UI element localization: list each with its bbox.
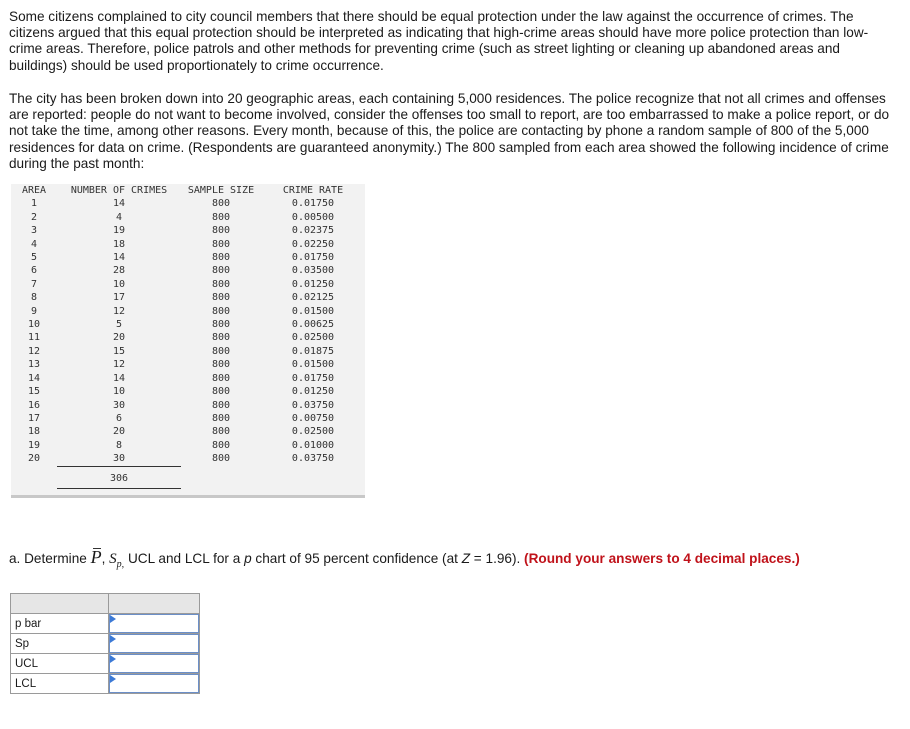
- cell-crime-rate: 0.00625: [291, 319, 335, 331]
- cell-area: 13: [27, 359, 41, 371]
- cell-number-of-crimes: 10: [112, 386, 126, 398]
- sp-input[interactable]: [109, 634, 199, 653]
- answer-label: LCL: [11, 674, 109, 694]
- cell-sample-size: 800: [211, 439, 231, 451]
- cell-crime-rate: 0.01000: [291, 439, 335, 451]
- cell-number-of-crimes: 19: [112, 225, 126, 237]
- answer-label: Sp: [11, 634, 109, 654]
- cell-sample-size: 800: [211, 198, 231, 210]
- cell-area: 2: [30, 211, 38, 223]
- cell-area: 16: [27, 399, 41, 411]
- cell-area: 17: [27, 412, 41, 424]
- sp-letter: S: [109, 551, 117, 567]
- table-row: [11, 264, 365, 277]
- table-row: [11, 331, 365, 344]
- cell-crime-rate: 0.02500: [291, 332, 335, 344]
- p-bar-symbol: P: [90, 547, 102, 567]
- table-row: [11, 372, 365, 385]
- cell-number-of-crimes: 14: [112, 372, 126, 384]
- table-row: [11, 452, 365, 466]
- answer-label: UCL: [11, 654, 109, 674]
- cell-crime-rate: 0.01500: [291, 359, 335, 371]
- cell-sample-size: 800: [211, 265, 231, 277]
- cell-sample-size: 800: [211, 426, 231, 438]
- cell-sample-size: 800: [211, 332, 231, 344]
- answer-label: p bar: [11, 614, 109, 634]
- table-row: [11, 412, 365, 425]
- table-row: [11, 439, 365, 452]
- cell-crime-rate: 0.01750: [291, 198, 335, 210]
- cell-number-of-crimes: 12: [112, 305, 126, 317]
- cell-crime-rate: 0.01875: [291, 345, 335, 357]
- cell-sample-size: 800: [211, 238, 231, 250]
- cell-sample-size: 800: [211, 225, 231, 237]
- cell-area: 11: [27, 332, 41, 344]
- cell-area: 6: [30, 265, 38, 277]
- table-row: [11, 425, 365, 438]
- sp-symbol: [109, 551, 125, 570]
- cell-area: 20: [27, 453, 41, 465]
- cell-area: 7: [30, 278, 38, 290]
- p-bar-input[interactable]: [109, 614, 199, 633]
- answer-header-row: [11, 594, 200, 614]
- cell-number-of-crimes: 14: [112, 198, 126, 210]
- table-row: [11, 224, 365, 237]
- cell-area: 12: [27, 345, 41, 357]
- cell-sample-size: 800: [211, 359, 231, 371]
- table-row: [11, 197, 365, 210]
- cell-number-of-crimes: 8: [115, 439, 123, 451]
- table-row: [11, 278, 365, 291]
- cell-sample-size: 800: [211, 372, 231, 384]
- cell-area: 5: [30, 252, 38, 264]
- table-row: [11, 385, 365, 398]
- cell-area: 1: [30, 198, 38, 210]
- cell-sample-size: 800: [211, 252, 231, 264]
- cell-sample-size: 800: [211, 453, 231, 465]
- cell-area: 3: [30, 225, 38, 237]
- cell-number-of-crimes: 17: [112, 292, 126, 304]
- cell-crime-rate: 0.02125: [291, 292, 335, 304]
- header-sample-size: SAMPLE SIZE: [187, 185, 255, 196]
- cell-area: 8: [30, 292, 38, 304]
- answer-table: [10, 593, 200, 694]
- cell-sample-size: 800: [211, 386, 231, 398]
- cell-area: 15: [27, 386, 41, 398]
- cell-sample-size: 800: [211, 345, 231, 357]
- total-underline: [11, 488, 365, 495]
- cell-area: 10: [27, 319, 41, 331]
- table-row: [11, 399, 365, 412]
- answer-row: [11, 614, 200, 634]
- cell-sample-size: 800: [211, 319, 231, 331]
- cell-number-of-crimes: 4: [115, 211, 123, 223]
- lcl-input[interactable]: [109, 674, 199, 693]
- cell-number-of-crimes: 5: [115, 319, 123, 331]
- cell-crime-rate: 0.01250: [291, 278, 335, 290]
- answer-body: [11, 614, 200, 694]
- table-total-row: [11, 466, 365, 488]
- cell-number-of-crimes: 15: [112, 345, 126, 357]
- table-row: [11, 358, 365, 371]
- table-row: [11, 211, 365, 224]
- question-chart-text: chart of 95 percent confidence (at: [251, 551, 462, 566]
- cell-area: 9: [30, 305, 38, 317]
- cell-crime-rate: 0.02375: [291, 225, 335, 237]
- table-row: [11, 251, 365, 264]
- cell-number-of-crimes: 12: [112, 359, 126, 371]
- answer-row: [11, 674, 200, 694]
- sp-subscript: p,: [116, 559, 125, 570]
- header-crime-rate: CRIME RATE: [282, 185, 344, 196]
- cell-crime-rate: 0.02500: [291, 426, 335, 438]
- cell-area: 18: [27, 426, 41, 438]
- cell-number-of-crimes: 18: [112, 238, 126, 250]
- cell-crime-rate: 0.01750: [291, 252, 335, 264]
- z-variable: Z: [461, 551, 471, 566]
- question-mid: UCL and LCL for a: [124, 551, 245, 566]
- cell-number-of-crimes: 6: [115, 412, 123, 424]
- ucl-input[interactable]: [109, 654, 199, 673]
- table-row: [11, 291, 365, 304]
- cell-sample-size: 800: [211, 211, 231, 223]
- question-prefix: a. Determine: [9, 551, 91, 566]
- cell-crime-rate: 0.00500: [291, 211, 335, 223]
- intro-paragraph: Some citizens complained to city council members that there should be equal protection under the law against the occurrence of crimes. The citizens argued that this equal protection should be interpreted as indicating that high-crime areas should have more police protection than low-crime areas. Therefore, police patrols and other methods for preventing crime (such as street lighting or cleaning up abandoned areas and buildings) should be used proportionately to crime occurrence.: [9, 9, 869, 73]
- table-row: [11, 305, 365, 318]
- cell-sample-size: 800: [211, 399, 231, 411]
- cell-crime-rate: 0.01750: [291, 372, 335, 384]
- context-paragraph: The city has been broken down into 20 geographic areas, each containing 5,000 residences. The police recognize that not all crimes and offenses are reported: people do not want to become involved, consider the offenses too small to report, are too embarrassed to make a police report, or do not take the time, among other reasons. Every month, because of this, the police are contacting by phone a random sample of 800 of the 5,000 residences for data on crime. (Respondents are guaranteed anonymity.) The 800 sampled from each area showed the following incidence of crime during the past month:: [9, 91, 890, 171]
- cell-area: 14: [27, 372, 41, 384]
- cell-number-of-crimes: 20: [112, 426, 126, 438]
- cell-area: 19: [27, 439, 41, 451]
- answer-row: [11, 654, 200, 674]
- cell-number-of-crimes: 30: [112, 453, 126, 465]
- total-crimes: 306: [57, 466, 181, 488]
- cell-crime-rate: 0.00750: [291, 412, 335, 424]
- cell-crime-rate: 0.02250: [291, 238, 335, 250]
- cell-number-of-crimes: 30: [112, 399, 126, 411]
- cell-sample-size: 800: [211, 305, 231, 317]
- table-row: [11, 238, 365, 251]
- header-number-of-crimes: NUMBER OF CRIMES: [70, 185, 168, 196]
- cell-sample-size: 800: [211, 412, 231, 424]
- cell-crime-rate: 0.01250: [291, 386, 335, 398]
- z-value: = 1.96).: [470, 551, 525, 566]
- cell-sample-size: 800: [211, 292, 231, 304]
- cell-number-of-crimes: 28: [112, 265, 126, 277]
- cell-number-of-crimes: 14: [112, 252, 126, 264]
- p-word: p: [244, 551, 252, 566]
- rounding-instruction: (Round your answers to 4 decimal places.): [524, 551, 800, 566]
- answer-row: [11, 634, 200, 654]
- question-sep: ,: [101, 551, 110, 566]
- question-text: [9, 548, 800, 574]
- table-header-row: [11, 184, 365, 197]
- crime-data-table: [11, 184, 365, 498]
- cell-number-of-crimes: 10: [112, 278, 126, 290]
- table-row: [11, 345, 365, 358]
- cell-number-of-crimes: 20: [112, 332, 126, 344]
- cell-area: 4: [30, 238, 38, 250]
- cell-crime-rate: 0.01500: [291, 305, 335, 317]
- table-body: [11, 197, 365, 466]
- cell-crime-rate: 0.03750: [291, 453, 335, 465]
- header-area: AREA: [21, 185, 47, 196]
- cell-crime-rate: 0.03500: [291, 265, 335, 277]
- cell-sample-size: 800: [211, 278, 231, 290]
- table-row: [11, 318, 365, 331]
- cell-crime-rate: 0.03750: [291, 399, 335, 411]
